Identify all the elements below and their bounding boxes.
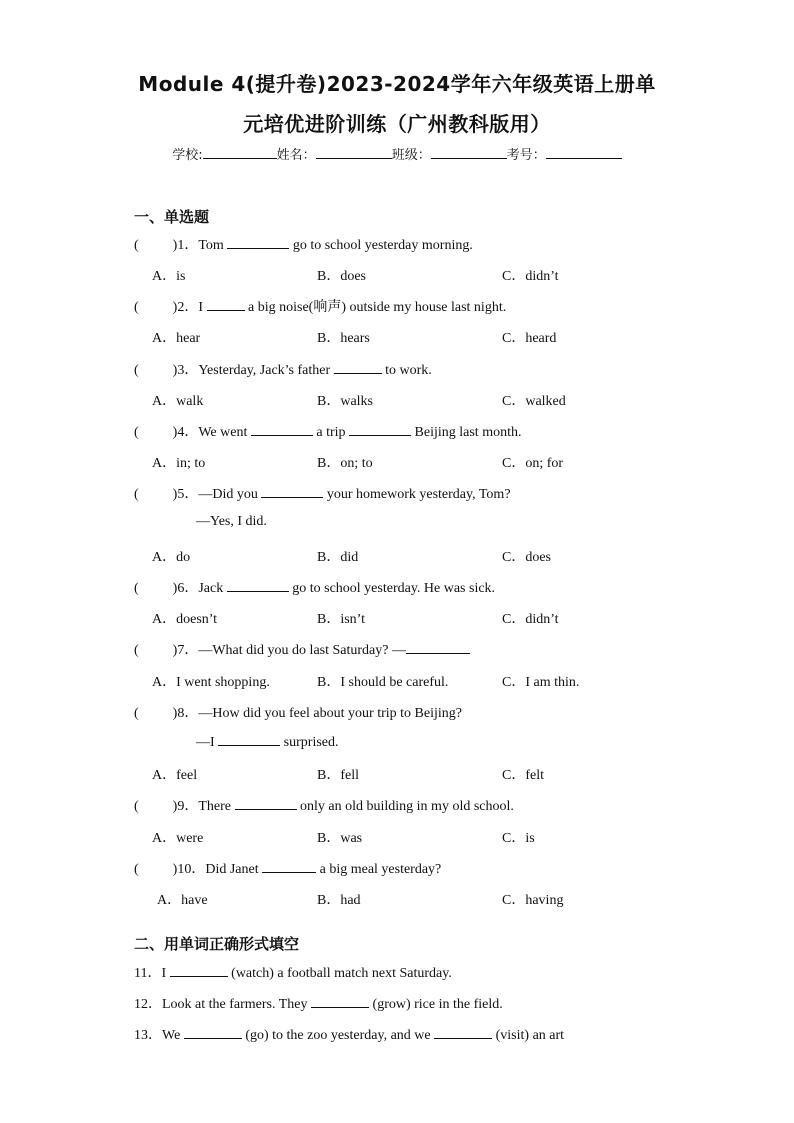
option-a[interactable]: A．I went shopping.	[152, 675, 270, 690]
section-single-choice: 一、单选题	[134, 208, 210, 226]
option-b[interactable]: B．on; to	[317, 456, 373, 471]
option-b[interactable]: B．does	[317, 269, 366, 284]
answer-blank[interactable]	[262, 860, 316, 873]
option-a[interactable]: A．doesn’t	[152, 612, 218, 627]
name-blank[interactable]	[316, 146, 392, 159]
option-c[interactable]: C．on; for	[502, 456, 564, 471]
option-b[interactable]: B．hears	[317, 331, 370, 346]
answer-blank[interactable]	[311, 995, 369, 1008]
number-blank[interactable]	[546, 146, 622, 159]
option-c[interactable]: C．having	[502, 893, 564, 908]
option-c[interactable]: C．didn’t	[502, 612, 559, 627]
class-label: 班级：	[391, 148, 431, 163]
question-8: ( )8．—How did you feel about your trip to Beijing?	[134, 706, 462, 721]
question-9: ( )9．There only an old building in my old school.	[134, 799, 514, 814]
name-label: 姓名：	[276, 148, 316, 163]
question-6: ( )6．Jack go to school yesterday. He was sick.	[134, 581, 496, 596]
option-b[interactable]: B．walks	[317, 394, 373, 409]
question-3: ( )3．Yesterday, Jack’s father to work.	[134, 363, 432, 378]
answer-blank[interactable]	[184, 1026, 242, 1039]
fill-question-11: 11．I (watch) a football match next Saturday.	[134, 966, 452, 981]
school-label: 学校:	[172, 148, 203, 163]
answer-blank[interactable]	[227, 579, 289, 592]
option-c[interactable]: C．is	[502, 831, 535, 846]
option-a[interactable]: A．is	[152, 269, 186, 284]
option-a[interactable]: A．feel	[152, 768, 198, 783]
option-b[interactable]: B．I should be careful.	[317, 675, 449, 690]
answer-blank[interactable]	[235, 797, 297, 810]
option-a[interactable]: A．do	[152, 550, 191, 565]
option-b[interactable]: B．fell	[317, 768, 359, 783]
option-b[interactable]: B．had	[317, 893, 361, 908]
fill-question-12: 12．Look at the farmers. They (grow) rice in the field.	[134, 997, 503, 1012]
option-a[interactable]: A．were	[152, 831, 204, 846]
option-c[interactable]: C．walked	[502, 394, 566, 409]
question-5: ( )5．—Did you your homework yesterday, Tom?	[134, 487, 511, 502]
answer-blank[interactable]	[170, 964, 228, 977]
answer-blank[interactable]	[251, 423, 313, 436]
answer-blank[interactable]	[349, 423, 411, 436]
answer-blank[interactable]	[207, 298, 245, 311]
option-b[interactable]: B．did	[317, 550, 359, 565]
option-a[interactable]: A．walk	[152, 394, 204, 409]
option-c[interactable]: C．heard	[502, 331, 557, 346]
option-a[interactable]: A．have	[157, 893, 208, 908]
answer-blank[interactable]	[227, 236, 289, 249]
option-a[interactable]: A．hear	[152, 331, 201, 346]
answer-blank[interactable]	[261, 485, 323, 498]
title-line-1: Module 4(提升卷)2023-2024学年六年级英语上册单	[138, 72, 656, 96]
title-line-2: 元培优进阶训练（广州教科版用）	[243, 112, 551, 136]
question-5-reply: —Yes, I did.	[196, 514, 267, 529]
question-8-reply: —I surprised.	[196, 735, 339, 750]
option-c[interactable]: C．felt	[502, 768, 544, 783]
question-2: ( )2．I a big noise(响声) outside my house last night.	[134, 300, 507, 315]
question-4: ( )4．We went a trip Beijing last month.	[134, 425, 522, 440]
option-b[interactable]: B．was	[317, 831, 363, 846]
number-label: 考号：	[506, 148, 546, 163]
answer-blank[interactable]	[218, 733, 280, 746]
answer-blank[interactable]	[334, 361, 382, 374]
answer-blank[interactable]	[406, 641, 470, 654]
fill-question-13: 13．We (go) to the zoo yesterday, and we (visit) an art	[134, 1028, 565, 1043]
school-blank[interactable]	[203, 146, 277, 159]
question-7: ( )7．—What did you do last Saturday? —	[134, 639, 470, 659]
option-c[interactable]: C．does	[502, 550, 551, 565]
answer-blank[interactable]	[434, 1026, 492, 1039]
option-c[interactable]: C．didn’t	[502, 269, 559, 284]
section-fill-in: 二、用单词正确形式填空	[134, 935, 300, 953]
option-c[interactable]: C．I am thin.	[502, 675, 580, 690]
question-1: ( )1．Tom go to school yesterday morning.	[134, 238, 473, 253]
class-blank[interactable]	[431, 146, 507, 159]
question-10: ( )10．Did Janet a big meal yesterday?	[134, 862, 442, 877]
student-info-row	[0, 144, 794, 163]
option-a[interactable]: A．in; to	[152, 456, 206, 471]
option-b[interactable]: B．isn’t	[317, 612, 365, 627]
